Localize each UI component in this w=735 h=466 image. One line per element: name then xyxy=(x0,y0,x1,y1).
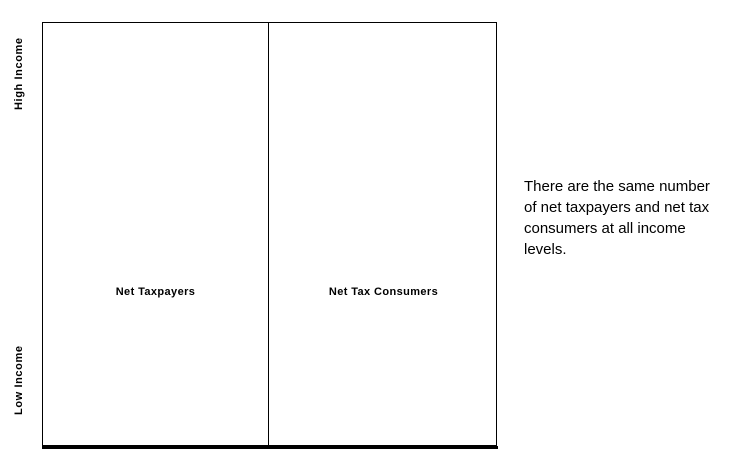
column-divider xyxy=(268,22,269,446)
column-label-net-taxpayers: Net Taxpayers xyxy=(115,286,196,298)
annotation-text: There are the same number of net taxpayers and net tax consumers at all income levels. xyxy=(524,178,710,258)
baseline-axis xyxy=(42,446,498,449)
diagram-box xyxy=(42,22,497,446)
axis-label-low-income: Low Income xyxy=(13,345,25,415)
column-label-net-tax-consumers: Net Tax Consumers xyxy=(328,286,439,298)
axis-label-high-income: High Income xyxy=(13,37,25,110)
